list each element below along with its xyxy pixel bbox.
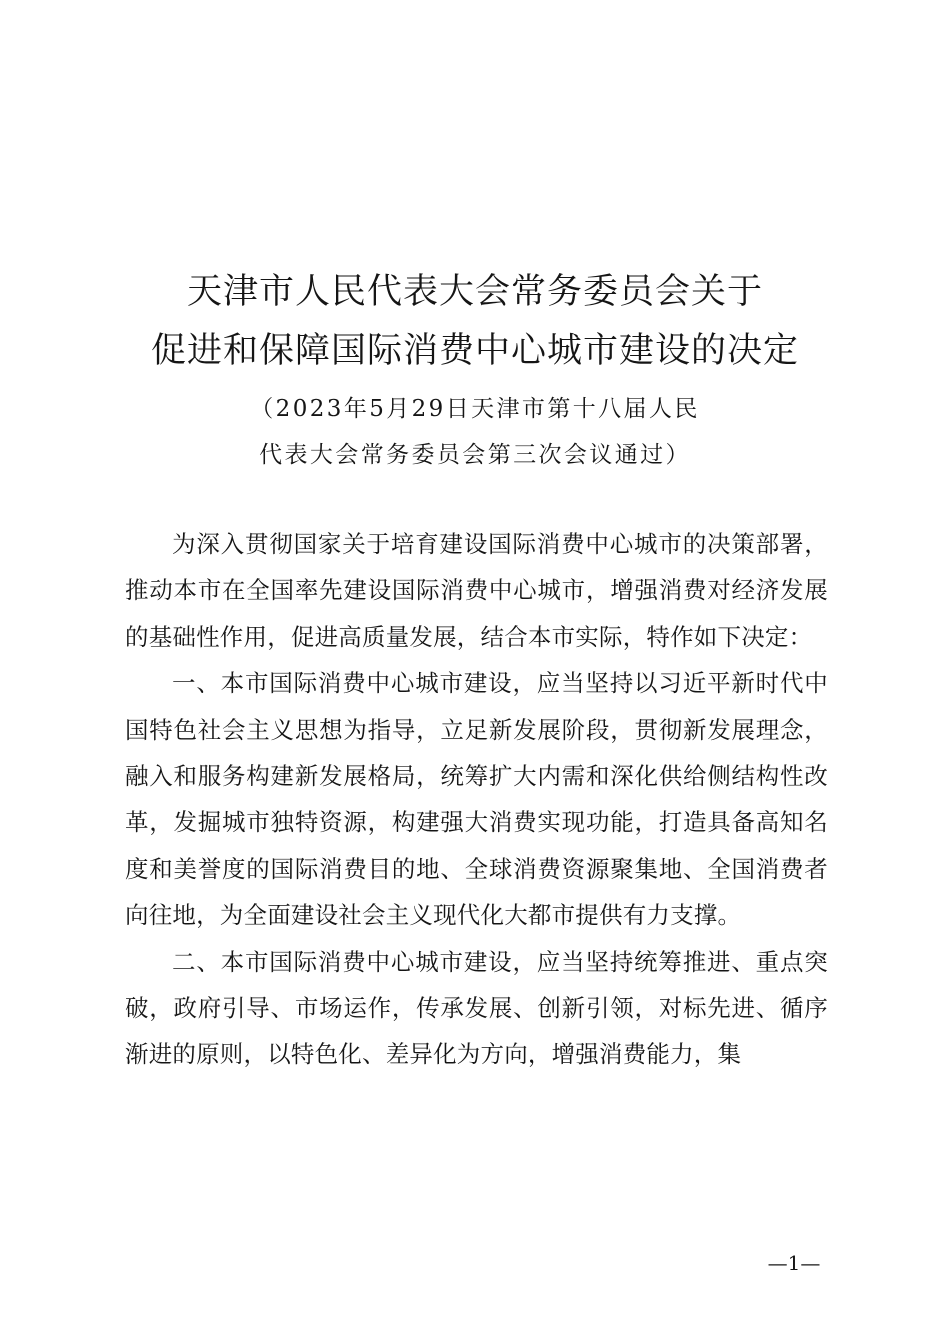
- paragraph-preamble: 为深入贯彻国家关于培育建设国际消费中心城市的决策部署，推动本市在全国率先建设国际消费中心城市，增强消费对经济发展的基础性作用，促进高质量发展，结合本市实际，特作如下决定：: [125, 530, 828, 651]
- paragraph-article-1: 一、本市国际消费中心城市建设，应当坚持以习近平新时代中国特色社会主义思想为指导，立足新发展阶段，贯彻新发展理念，融入和服务构建新发展格局，统筹扩大内需和深化供给侧结构性改革，发掘城市独特资源，构建强大消费实现功能，打造具备高知名度和美誉度的国际消费目的地、全球消费资源聚集地、全国消费者向往地，为全面建设社会主义现代化大都市提供有力支撑。: [125, 669, 828, 930]
- page-number: —1—: [767, 1251, 821, 1275]
- adoption-note-line-2: 代表大会常务委员会第三次会议通过）: [259, 442, 691, 468]
- document-body: [125, 521, 828, 1078]
- paragraph-article-2: 二、本市国际消费中心城市建设，应当坚持统筹推进、重点突破，政府引导、市场运作，传承发展、创新引领，对标先进、循序渐进的原则，以特色化、差异化为方向，增强消费能力，集: [125, 947, 828, 1069]
- adoption-note-line-1: （2023年5月29日天津市第十八届人民: [250, 396, 700, 422]
- document-title-line-2: 促进和保障国际消费中心城市建设的决定: [150, 331, 799, 372]
- document-title-line-1: 天津市人民代表大会常务委员会关于: [186, 272, 763, 313]
